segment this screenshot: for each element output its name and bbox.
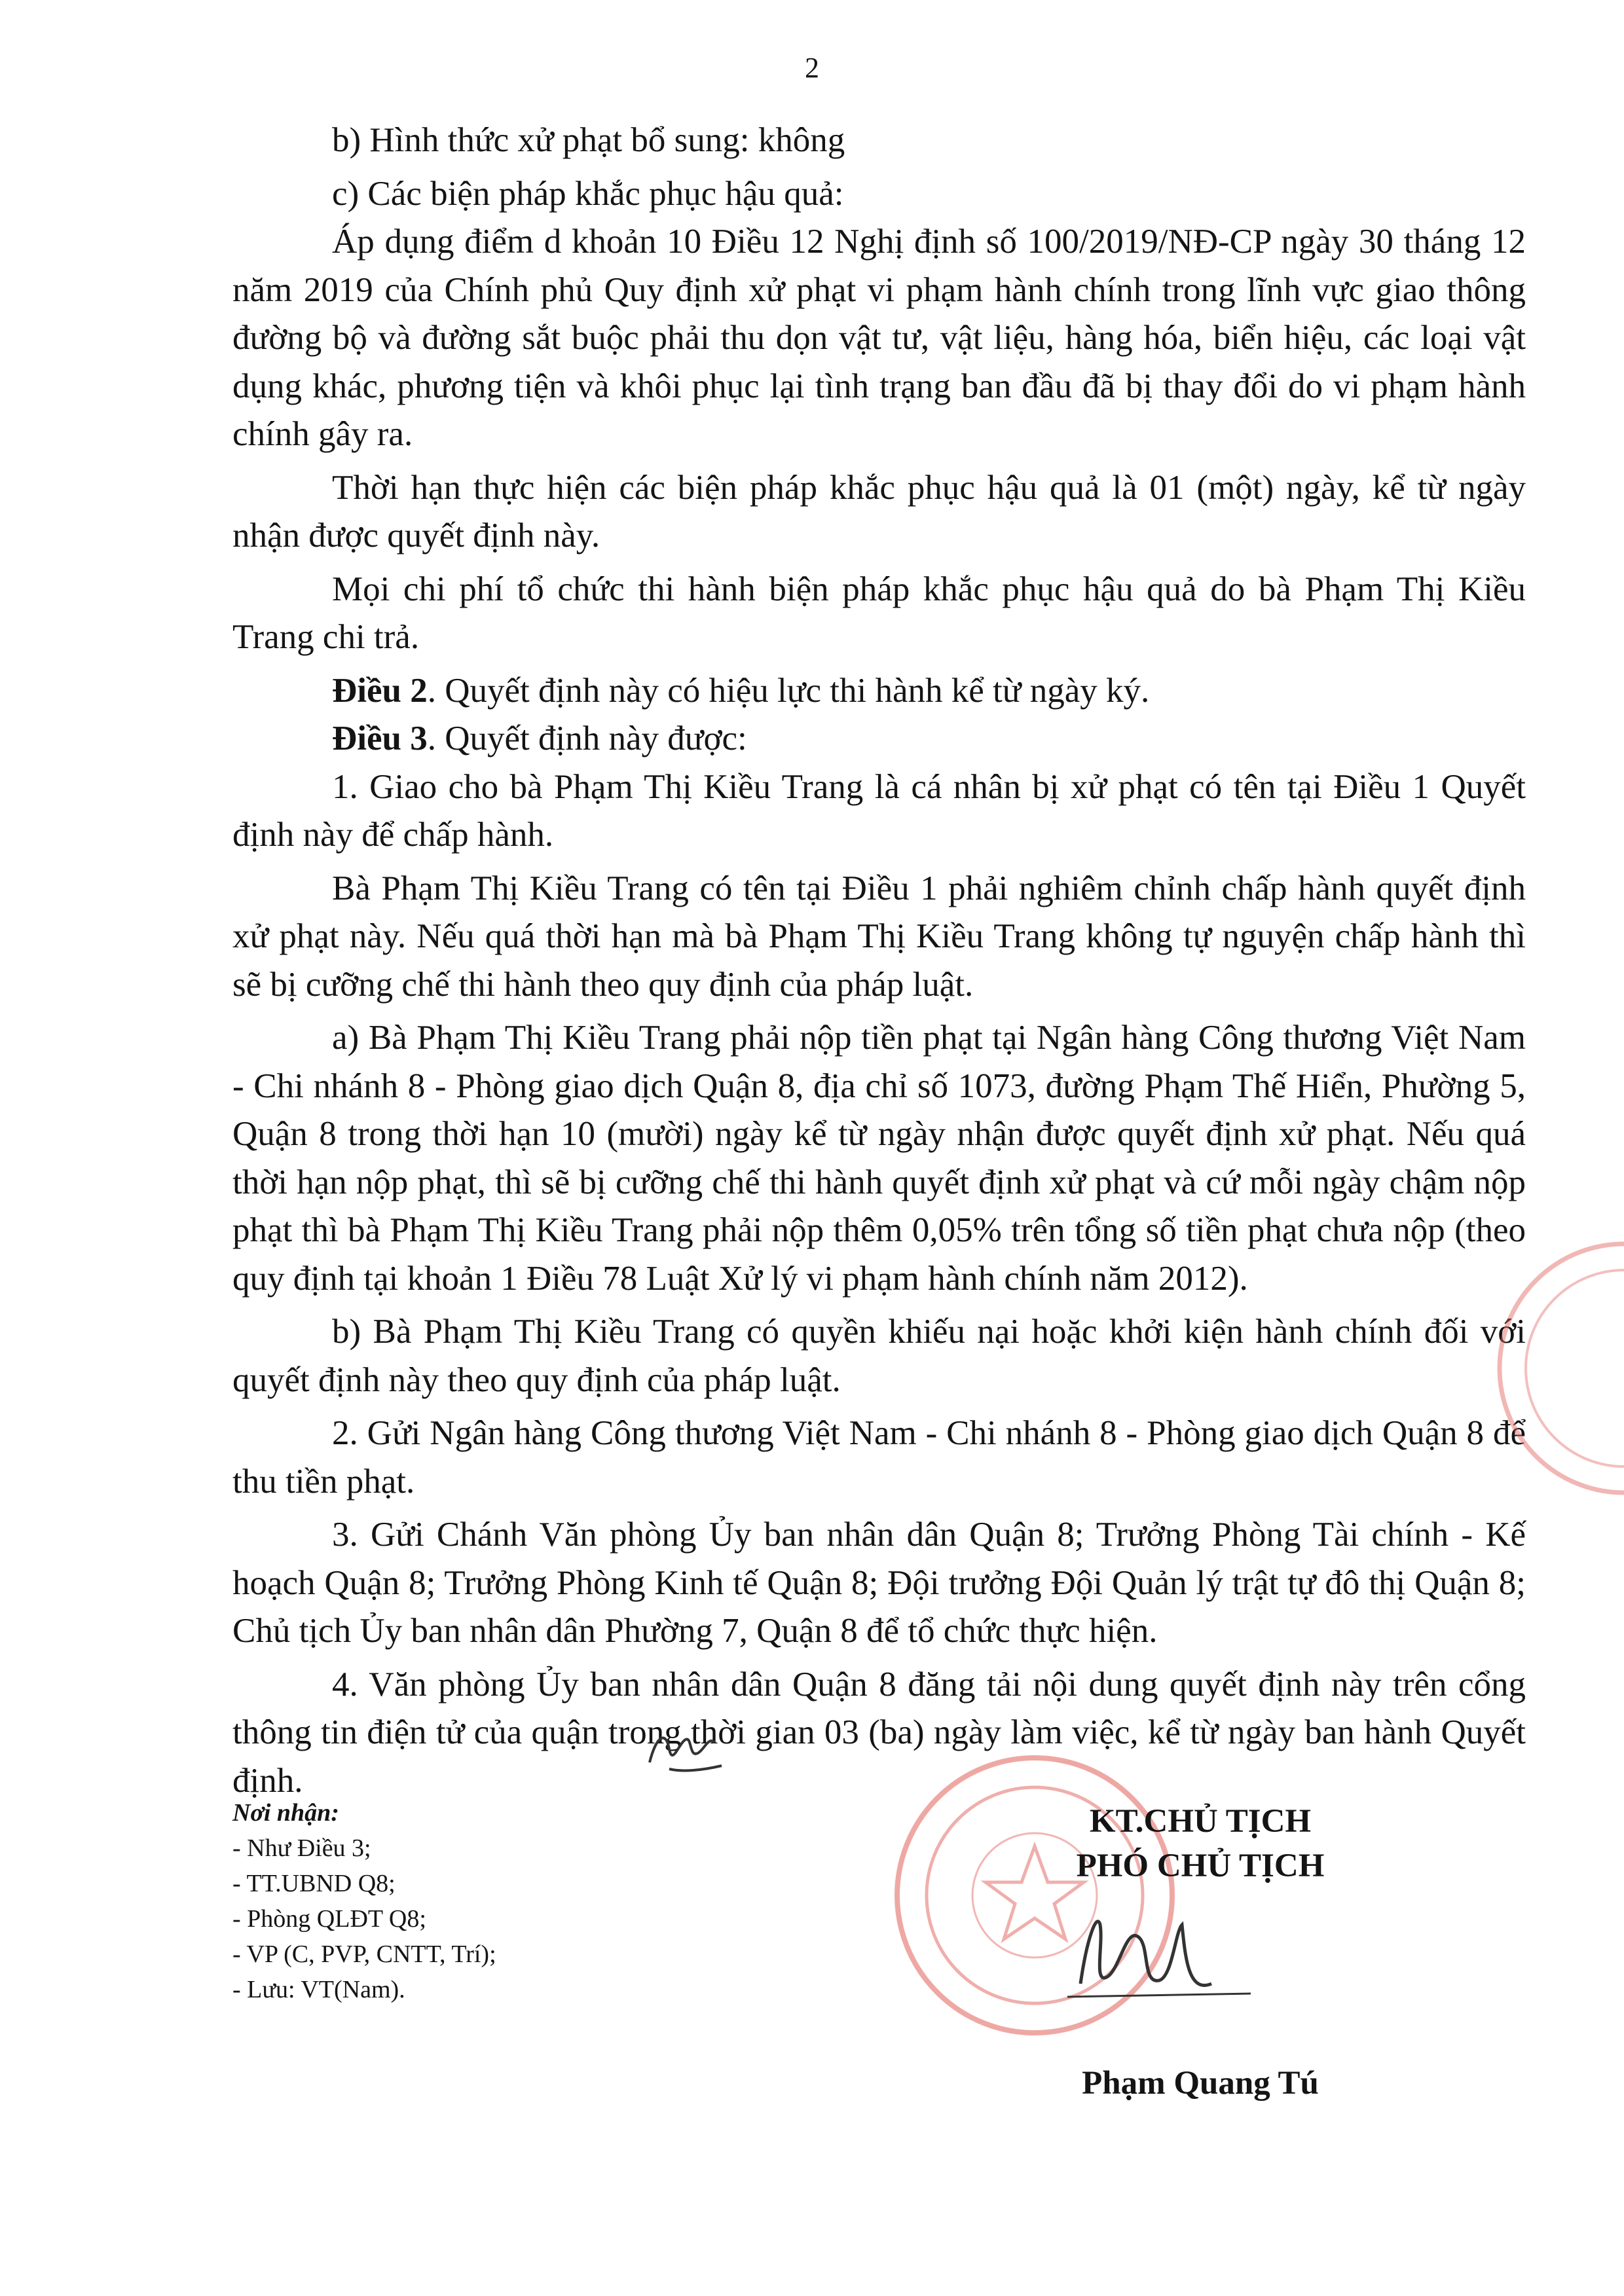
initials-signature — [643, 1723, 741, 1782]
paragraph: Mọi chi phí tổ chức thi hành biện pháp khắc phục hậu quả do bà Phạm Thị Kiều Trang chi trả. — [232, 570, 1526, 656]
page-number: 2 — [805, 52, 819, 84]
recipient-item: - TT.UBND Q8; — [232, 1870, 396, 1897]
paragraph: c) Các biện pháp khắc phục hậu quả: — [332, 174, 844, 213]
recipients-heading: Nơi nhận: — [232, 1799, 339, 1827]
paragraph: 3. Gửi Chánh Văn phòng Ủy ban nhân dân Quận 8; Trưởng Phòng Tài chính - Kế hoạch Quận 8; Trưởng Phòng Kinh tế Quận 8; Đội trưởng Đội Quản lý trật tự đô thị Quận 8; Chủ tịch Ủy ban nhân dân Phường 7, Quận 8 để tổ chức thực hiện. — [232, 1516, 1526, 1650]
signature-title-line2: PHÓ CHỦ TỊCH — [1076, 1848, 1325, 1884]
document-body — [232, 117, 1526, 1810]
paragraph: a) Bà Phạm Thị Kiều Trang phải nộp tiền phạt tại Ngân hàng Công thương Việt Nam - Chi nhánh 8 - Phòng giao dịch Quận 8, địa chỉ số 1073, đường Phạm Thế Hiển, Phường 5, Quận 8 trong thời hạn 10 (mười) ngày kể từ ngày nhận được quyết định xử phạt. Nếu quá thời hạn nộp phạt, thì sẽ bị cưỡng chế thi hành quyết định xử phạt và cứ mỗi ngày chậm nộp phạt thì bà Phạm Thị Kiều Trang phải nộp thêm 0,05% trên tổng số tiền phạt chưa nộp (theo quy định tại khoản 1 Điều 78 Luật Xử lý vi phạm hành chính năm 2012). — [232, 1019, 1526, 1298]
signer-name: Phạm Quang Tú — [1082, 2065, 1319, 2102]
paragraph: 2. Gửi Ngân hàng Công thương Việt Nam - Chi nhánh 8 - Phòng giao dịch Quận 8 để thu tiền phạt. — [232, 1414, 1526, 1501]
recipients-list — [232, 1795, 496, 2007]
recipient-item: - Như Điều 3; — [232, 1834, 371, 1862]
paragraph: Điều 3. Quyết định này được: — [332, 720, 747, 757]
paragraph: Bà Phạm Thị Kiều Trang có tên tại Điều 1 phải nghiêm chỉnh chấp hành quyết định xử phạt này. Nếu quá thời hạn mà bà Phạm Thị Kiều Trang không tự nguyện chấp hành thì sẽ bị cưỡng chế thi hành theo quy định của pháp luật. — [232, 869, 1526, 1004]
paragraph: Thời hạn thực hiện các biện pháp khắc phục hậu quả là 01 (một) ngày, kể từ ngày nhận được quyết định này. — [232, 468, 1526, 555]
paragraph: Điều 2. Quyết định này có hiệu lực thi hành kể từ ngày ký. — [332, 671, 1150, 710]
paragraph: 1. Giao cho bà Phạm Thị Kiều Trang là cá nhân bị xử phạt có tên tại Điều 1 Quyết định này để chấp hành. — [232, 767, 1526, 854]
recipient-item: - VP (C, PVP, CNTT, Trí); — [232, 1941, 496, 1968]
paragraph: 4. Văn phòng Ủy ban nhân dân Quận 8 đăng tải nội dung quyết định này trên cổng thông tin điện tử của quận trong thời gian 03 (ba) ngày làm việc, kể từ ngày ban hành Quyết định. — [232, 1665, 1526, 1800]
paragraph: b) Hình thức xử phạt bổ sung: không — [332, 121, 845, 159]
paragraph: Áp dụng điểm d khoản 10 Điều 12 Nghị định số 100/2019/NĐ-CP ngày 30 tháng 12 năm 2019 của Chính phủ Quy định xử phạt vi phạm hành chính trong lĩnh vực giao thông đường bộ và đường sắt buộc phải thu dọn vật tư, vật liệu, hàng hóa, biển hiệu, các loại vật dụng khác, phương tiện và khôi phục lại tình trạng ban đầu đã bị thay đổi do vi phạm hành chính gây ra. — [232, 223, 1526, 453]
article-label: Điều 3 — [332, 720, 428, 757]
recipient-item: - Lưu: VT(Nam). — [232, 1976, 405, 2003]
article-label: Điều 2 — [332, 671, 428, 710]
signature-title — [1060, 1799, 1341, 1888]
signature-title-line1: KT.CHỦ TỊCH — [1089, 1803, 1312, 1840]
handwritten-signature — [1061, 1886, 1257, 2016]
stamp-fragment — [1434, 1231, 1624, 1506]
paragraph: b) Bà Phạm Thị Kiều Trang có quyền khiếu nại hoặc khởi kiện hành chính đối với quyết định này theo quy định của pháp luật. — [232, 1313, 1526, 1399]
recipient-item: - Phòng QLĐT Q8; — [232, 1905, 426, 1933]
